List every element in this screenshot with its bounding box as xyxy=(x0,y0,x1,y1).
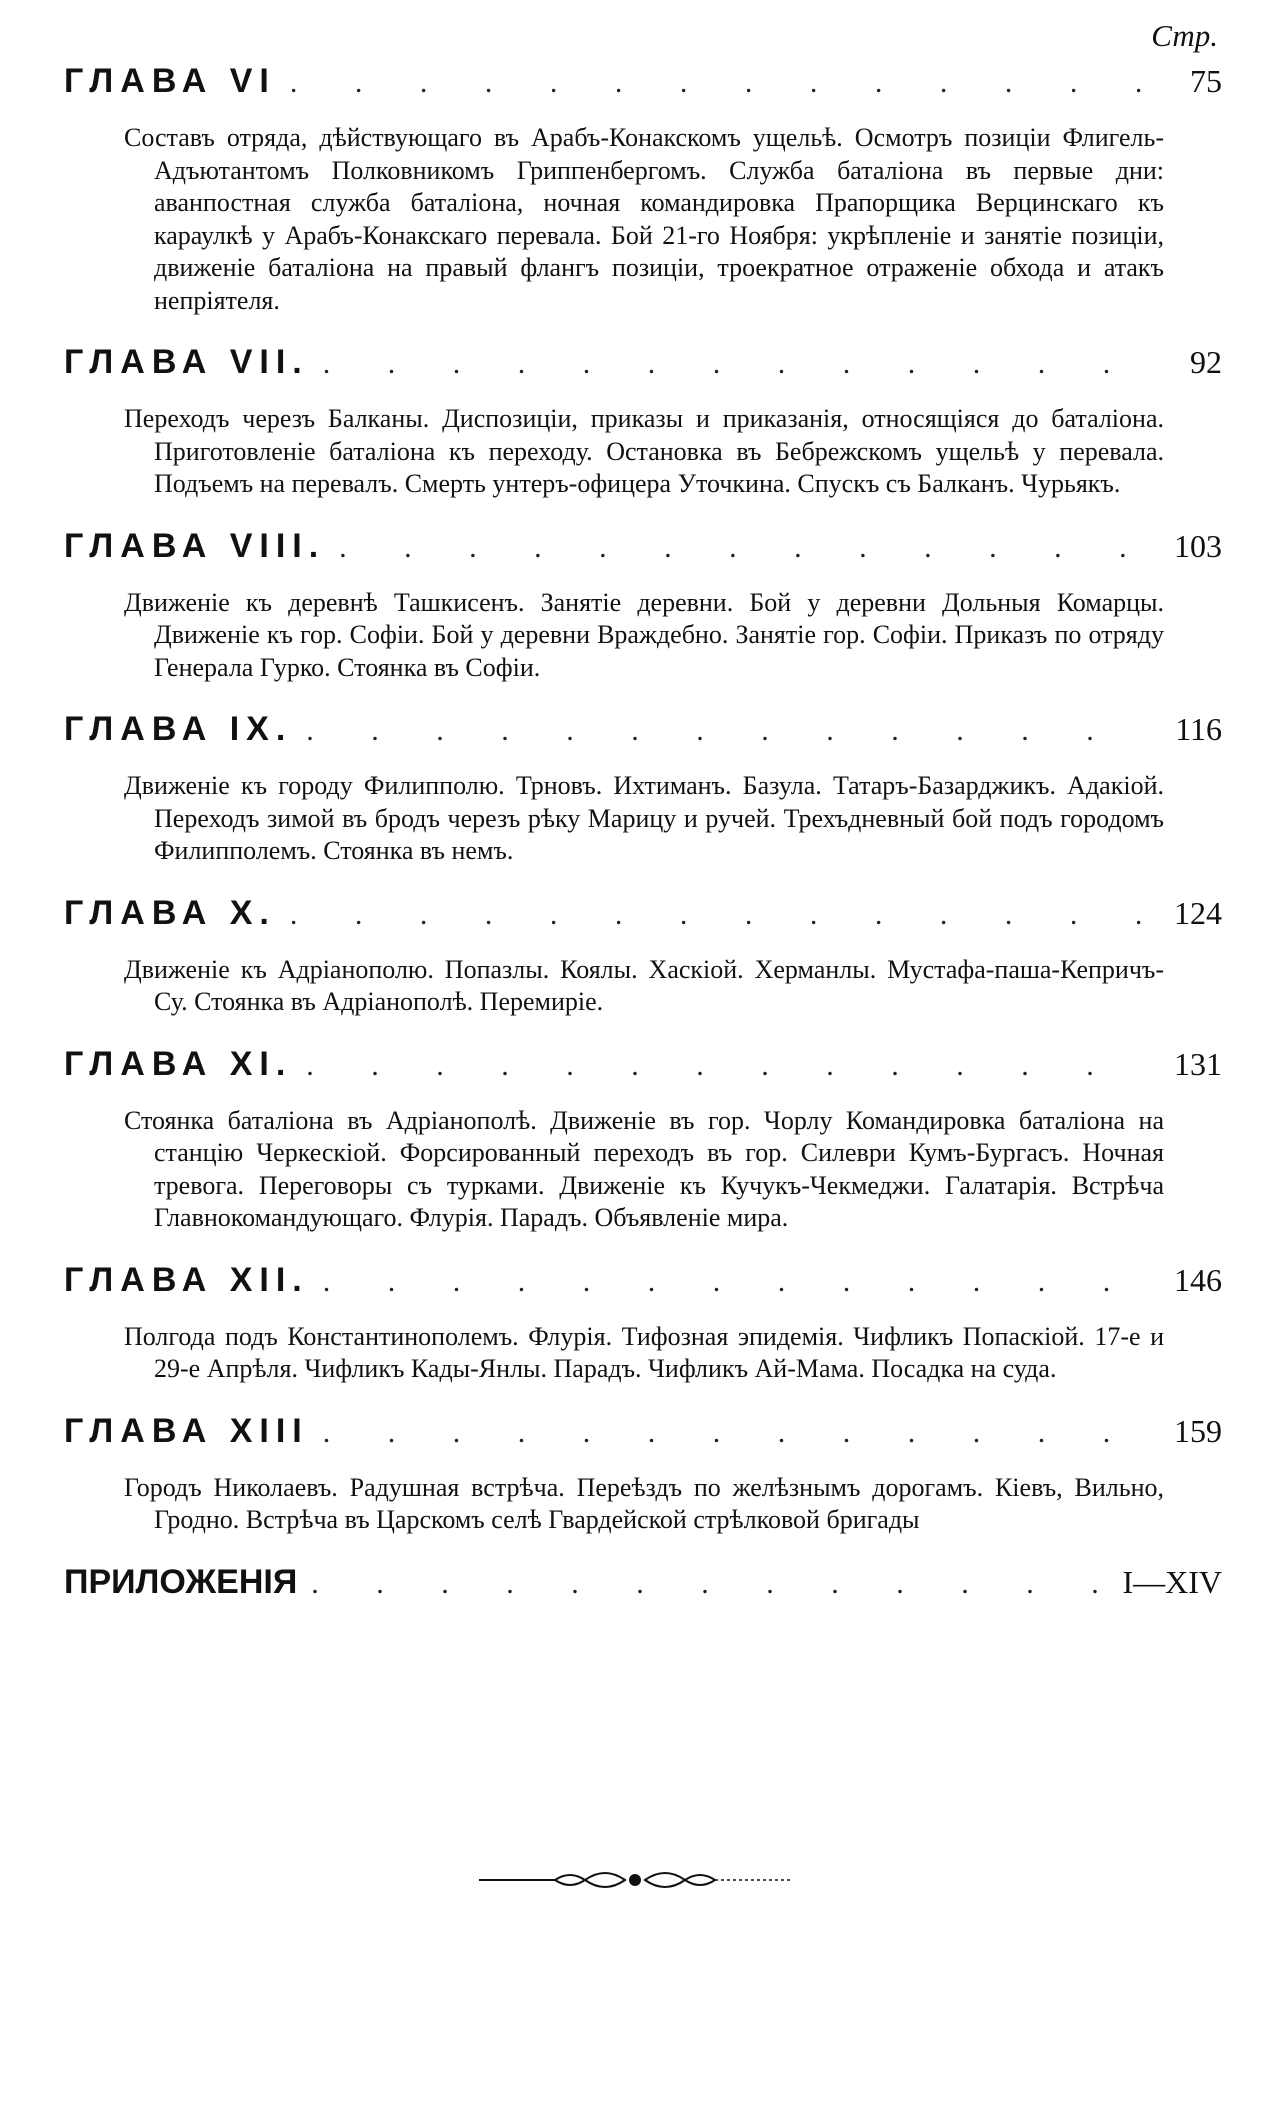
page-column-label: Стр. xyxy=(1151,18,1218,53)
chapter-summary: Движеніе къ Адріанополю. Попазлы. Коялы. Хаскіой. Херманлы. Мустафа-паша-Кепричъ-Су. Стоянка въ Адріанополѣ. Перемиріе. xyxy=(124,954,1164,1016)
dot-leader xyxy=(276,898,1148,932)
dot-leader xyxy=(297,1567,1104,1601)
chapter-title: ГЛАВА VIII. xyxy=(64,526,326,565)
page-number: 131 xyxy=(1174,1045,1222,1082)
chapter-summary: Движеніе къ городу Филипполю. Трновъ. Ихтиманъ. Базула. Татаръ-Базарджикъ. Адакіой. Переходъ зимой въ бродъ черезъ рѣку Марицу и ручей. Трехъдневный бой подъ городомъ Филипполемъ. Стоянка въ немъ. xyxy=(124,771,1164,865)
toc-entry-chapter-8 xyxy=(64,527,1222,685)
chapter-title: ГЛАВА VII. xyxy=(64,343,309,381)
chapter-heading-row xyxy=(64,343,1222,391)
chapter-summary: Стоянка баталіона въ Адріанополѣ. Движеніе въ гор. Чорлу Командировка баталіона на станцію Черкескіой. Форсированный переходъ въ гор. Силеври Кумъ-Бургасъ. Ночная тревога. Переговоры съ турками. Движеніе къ Кучукъ-Чекмеджи. Галатарія. Встрѣча Главнокомандующаго. Флурія. Парадъ. Объявленіе мира. xyxy=(124,1105,1164,1232)
appendix-title: ПРИЛОЖЕНІЯ xyxy=(64,1562,298,1601)
toc-entry-chapter-11 xyxy=(64,1045,1222,1235)
chapter-summary: Переходъ черезъ Балканы. Диспозиціи, приказы и приказанія, относящіяся до баталіона. Приготовленіе баталіона къ переходу. Остановка въ Бебрежскомъ ущельѣ у перевала. Подъемъ на перевалъ. Смерть унтеръ-офицера Уточкина. Спускъ съ Балканъ. Чурьякъ. xyxy=(124,404,1164,498)
chapter-heading-row xyxy=(64,527,1222,575)
dot-leader xyxy=(276,66,1148,100)
chapter-title: ГЛАВА X. xyxy=(64,893,276,932)
chapter-heading-row xyxy=(64,1261,1222,1309)
chapter-heading-row xyxy=(64,62,1222,110)
chapter-title: ГЛАВА XII. xyxy=(64,1260,309,1299)
chapter-title: ГЛАВА XI. xyxy=(64,1044,293,1083)
toc-entry-chapter-12 xyxy=(64,1261,1222,1386)
toc-entry-chapter-13 xyxy=(64,1412,1222,1537)
chapter-summary: Движеніе къ деревнѣ Ташкисенъ. Занятіе деревни. Бой у деревни Дольныя Комарцы. Движеніе къ гор. Софіи. Бой у деревни Враждебно. Занятіе гор. Софіи. Приказъ по отряду Генерала Гурко. Стоянка въ Софіи. xyxy=(124,587,1164,682)
page-number: 75 xyxy=(1190,63,1222,99)
page-number: I—XIV xyxy=(1122,1563,1222,1600)
dot-leader xyxy=(309,1265,1148,1299)
appendix-heading-row xyxy=(64,1563,1222,1611)
toc-entry-chapter-7 xyxy=(64,343,1222,501)
page-number: 146 xyxy=(1174,1261,1222,1298)
page-number: 103 xyxy=(1174,527,1222,564)
toc-entry-appendix xyxy=(64,1563,1222,1611)
dot-leader xyxy=(309,347,1148,381)
page-number: 116 xyxy=(1175,711,1222,747)
chapter-summary: Составъ отряда, дѣйствующаго въ Арабъ-Конакскомъ ущельѣ. Осмотръ позиціи Флигель-Адъютантомъ Полковникомъ Гриппенбергомъ. Служба баталіона въ первые дни: аванпостная служба баталіона, ночная командировка Прапорщика Верцинскаго къ караулкѣ у Арабъ-Конакскаго перевала. Бой 21-го Ноября: укрѣпленіе и занятіе позиціи, движеніе баталіона на правый флангъ позиціи, троекратное отраженіе обхода и атакъ непріятеля. xyxy=(124,123,1164,315)
dot-leader xyxy=(309,1416,1148,1450)
toc-entry-chapter-10 xyxy=(64,894,1222,1019)
page-number: 159 xyxy=(1174,1412,1222,1449)
chapter-summary: Полгода подъ Константинополемъ. Флурія. Тифозная эпидемія. Чифликъ Попаскіой. 17-е и 29-е Апрѣля. Чифликъ Кады-Янлы. Парадъ. Чифликъ Ай-Мама. Посадка на суда. xyxy=(124,1321,1164,1383)
chapter-title: ГЛАВА XIII xyxy=(64,1411,309,1450)
toc-entry-chapter-6 xyxy=(64,62,1222,317)
page-number: 124 xyxy=(1174,894,1222,931)
chapter-title: ГЛАВА IX. xyxy=(64,710,293,748)
dot-leader xyxy=(325,531,1148,565)
chapter-heading-row xyxy=(64,710,1222,758)
chapter-heading-row xyxy=(64,1412,1222,1460)
dot-leader xyxy=(292,714,1148,748)
chapter-title: ГЛАВА VI xyxy=(64,62,276,100)
page-number: 92 xyxy=(1190,344,1222,380)
chapter-heading-row xyxy=(64,894,1222,942)
dot-leader xyxy=(292,1049,1148,1083)
decorative-divider-icon xyxy=(475,1860,795,1900)
chapter-heading-row xyxy=(64,1045,1222,1093)
table-of-contents xyxy=(64,62,1222,1637)
chapter-summary: Городъ Николаевъ. Радушная встрѣча. Переѣздъ по желѣзнымъ дорогамъ. Кіевъ, Вильно, Гродно. Встрѣча въ Царскомъ селѣ Гвардейской стрѣлковой бригады xyxy=(124,1472,1164,1534)
toc-entry-chapter-9 xyxy=(64,710,1222,868)
